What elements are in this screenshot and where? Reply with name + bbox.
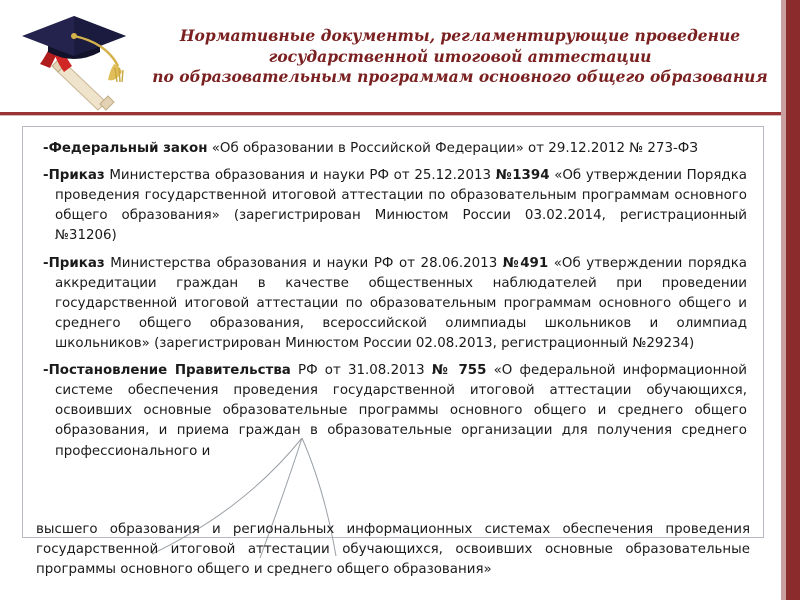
- list-item-lead: Приказ: [48, 168, 105, 184]
- list-item-text: Министерства образования и науки РФ от 28.06.2013: [104, 255, 503, 271]
- list-item: [37, 361, 747, 462]
- page-title-line-2: по образовательным программам основного общего образования: [152, 67, 768, 87]
- list-item-lead: Федеральный закон: [48, 141, 208, 156]
- list-item-text: Министерства образования и науки РФ от 25.12.2013: [104, 168, 496, 184]
- list-item: [37, 254, 747, 355]
- list-item-text-secondary: «О федеральной информационной системе обеспечения проведения государственной итоговой аттестации обучающихся, освоивших основные образовательные программы основного общего и среднего общего образования, и приема граждан в образовательные организации для получения среднего профессионального и: [55, 363, 747, 459]
- list-item-text: «Об образовании в Российской Федерации» от 29.12.2012 № 273-ФЗ: [207, 141, 698, 156]
- header-divider-light: [0, 115, 781, 116]
- page-title: [150, 26, 770, 88]
- slide-header: [0, 0, 800, 112]
- documents-list: [37, 139, 747, 462]
- overflow-paragraph: высшего образования и региональных информационных системах обеспечения проведения государственной итоговой аттестации обучающихся, освоивших основные образовательные программы основного общего и среднего общего образования»: [36, 522, 750, 578]
- list-item-lead-secondary: № 755: [431, 363, 487, 379]
- list-item: [37, 139, 747, 159]
- list-item-lead: Приказ: [48, 255, 105, 271]
- list-item-text: РФ от 31.08.2013: [290, 363, 432, 379]
- list-item-lead-secondary: №491: [502, 255, 549, 271]
- list-item-bullet: -: [43, 141, 49, 156]
- graduation-cap-icon: [14, 6, 146, 114]
- list-item-bullet: -: [43, 168, 49, 184]
- list-item: [37, 166, 747, 246]
- list-item-bullet: -: [43, 363, 49, 379]
- page-title-line-1: Нормативные документы, регламентирующие проведение государственной итоговой аттестации: [179, 26, 741, 66]
- documents-card: [22, 126, 764, 538]
- list-item-text-secondary: «Об утверждении Порядка проведения государственной итоговой аттестации по образовательным программам основного общего образования» (зарегистрирован Минюстом России 03.02.2014, регистрационный №31206): [55, 168, 747, 244]
- list-item-bullet: -: [43, 255, 49, 271]
- list-item-text-secondary: «Об утверждении порядка аккредитации граждан в качестве общественных наблюдателей при проведении государственной итоговой аттестации по образовательным программам основного общего и среднего общего образования, всероссийской олимпиады школьников и олимпиад школьников» (зарегистрирован Минюстом России 02.08.2013, регистрационный №29234): [55, 255, 747, 351]
- list-item-lead: Постановление Правительства: [48, 363, 291, 379]
- list-item-lead-secondary: №1394: [495, 168, 550, 184]
